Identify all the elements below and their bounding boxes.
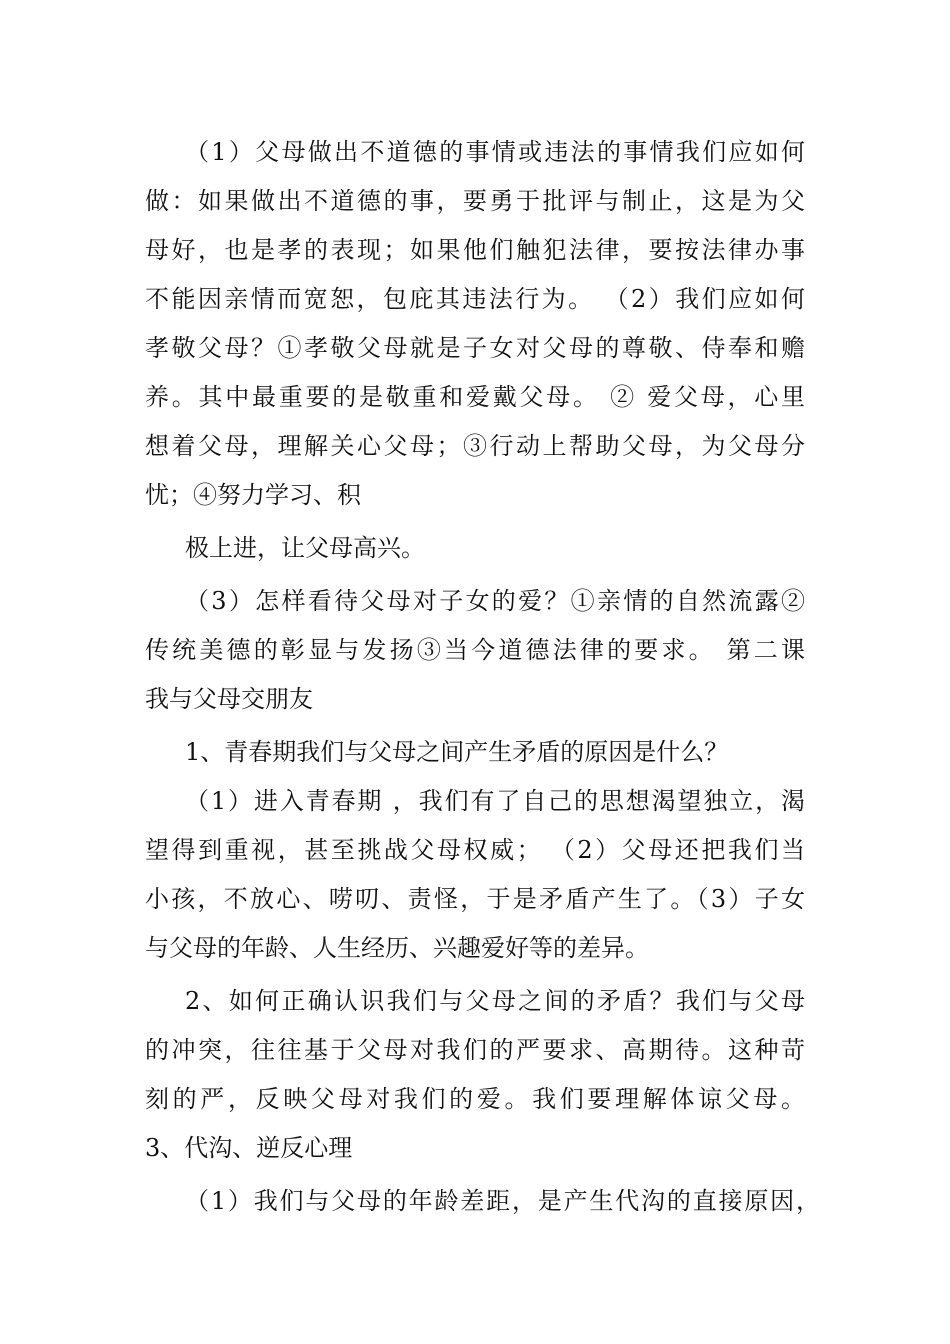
text-line: 养。其中最重要的是敬重和爱戴父母。 ② 爱父母，心里 (145, 383, 805, 411)
text-line: 与父母的年龄、人生经历、兴趣爱好等的差异。 (145, 934, 649, 962)
text-line: 望得到重视，甚至挑战父母权威； （2）父母还把我们当 (145, 836, 805, 864)
text-line: （1）我们与父母的年龄差距，是产生代沟的直接原因， (185, 1187, 820, 1215)
text-line: 传统美德的彰显与发扬③当今道德法律的要求。 第二课 (145, 636, 805, 664)
text-line: 2、如何正确认识我们与父母之间的矛盾？我们与父母 (185, 987, 805, 1015)
text-line: （1）父母做出不道德的事情或违法的事情我们应如何 (185, 138, 805, 166)
text-line: 极上进，让父母高兴。 (185, 534, 425, 562)
text-line: 忧；④努力学习、积 (145, 481, 361, 509)
text-line: 母好，也是孝的表现；如果他们触犯法律，要按法律办事 (145, 236, 805, 264)
text-line: 不能因亲情而宽恕，包庇其违法行为。 （2）我们应如何 (145, 285, 805, 313)
text-line: 刻的严，反映父母对我们的爱。我们要理解体谅父母。 (145, 1085, 805, 1113)
text-line: 我与父母交朋友 (145, 685, 313, 713)
text-line: 想着父母，理解关心父母；③行动上帮助父母，为父母分 (145, 432, 805, 460)
text-line: 3、代沟、逆反心理 (145, 1134, 353, 1162)
text-line: 做：如果做出不道德的事，要勇于批评与制止，这是为父 (145, 187, 805, 215)
text-line: 的冲突，往往基于父母对我们的严要求、高期待。这种苛 (145, 1036, 805, 1064)
text-line: （3）怎样看待父母对子女的爱？①亲情的自然流露② (185, 587, 805, 615)
text-line: 小孩，不放心、唠叨、责怪，于是矛盾产生了。（3）子女 (145, 885, 805, 913)
text-line: 孝敬父母？①孝敬父母就是子女对父母的尊敬、侍奉和赡 (145, 334, 805, 362)
text-line: （1）进入青春期 ，我们有了自己的思想渴望独立，渴 (185, 787, 805, 815)
text-line: 1、青春期我们与父母之间产生矛盾的原因是什么？ (185, 738, 729, 766)
